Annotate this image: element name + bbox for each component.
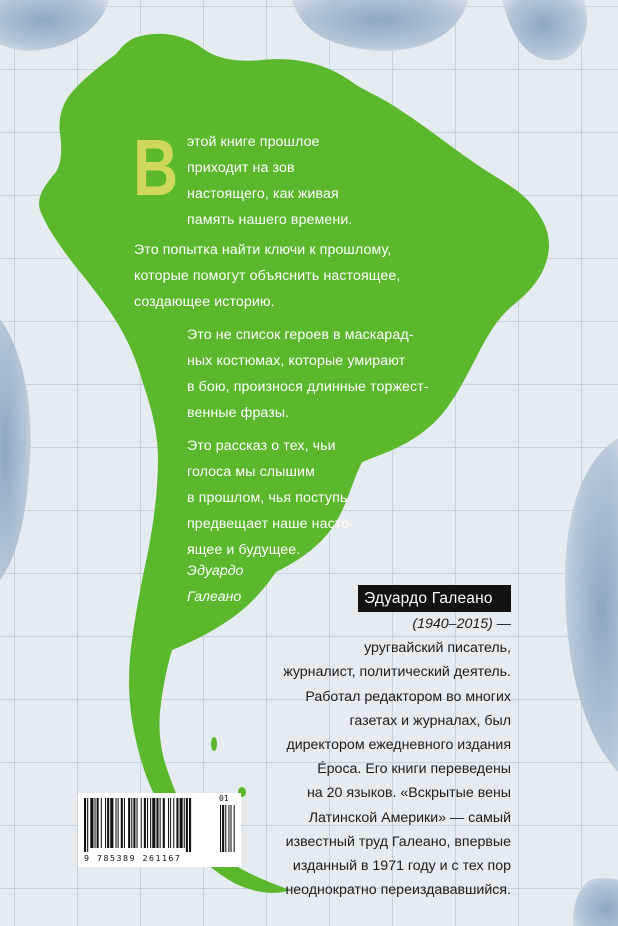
blob-shape [0,300,31,600]
barcode-bar [118,798,119,848]
barcode-bar [124,798,125,848]
paragraph-text: Это попытка найти ключи к прошлому, которые помогут объяснить настоящее, создающее историю. [134,242,401,310]
blob-shape [0,0,110,51]
barcode-bar [163,798,165,848]
barcode-bar [180,798,183,848]
paragraph-text: Это не список героев в маскарад- ных костюмах, которые умирают в бою, произнося длинные торжест- венные фразы. [187,327,429,421]
barcode-bar [176,798,178,848]
barcode-addon: 01 [219,794,229,803]
author-bio-text: уругвайский писатель, журналист, политический деятель. Работал редактором во многих газетах и журналах, был директором ежедневного издания Éроса. Его книги переведены на 20 языков. «Вскрытые вены Латинской Америки» — самый известный труд Галеано, впервые изданный в 1971 году и с тех пор неоднократно переиздававшийся. [283,640,511,899]
barcode-bar [121,798,123,848]
barcode-bar [156,798,158,848]
barcode-bar [173,798,174,848]
barcode-addon-bar [220,805,221,852]
barcode-bar [186,798,188,852]
barcode-bar [133,798,135,848]
barcode-bar [90,798,93,848]
author-signature: Эдуардо Галеано [187,563,244,605]
barcode-bar [150,798,151,848]
blob-shape [573,878,618,926]
barcode-bar [116,798,117,848]
barcode-bar [101,798,102,848]
barcode-bar [97,798,99,848]
intro-paragraph [187,129,352,233]
barcode-bar [107,798,109,848]
barcode-bar [152,798,155,848]
paragraph-1 [134,237,400,315]
author-name: Эдуардо Галеано [364,590,493,607]
barcode-bar [95,798,96,848]
barcode-bar [84,798,86,852]
island-shape [211,737,217,751]
author-years: (1940–2015) [412,616,493,632]
blob-shape [290,0,470,51]
barcode-addon-bar [231,805,232,852]
barcode-bar [137,798,138,848]
intro-text: этой книге прошлое приходит на зов настоящего, как живая память нашего времени. [187,134,353,228]
barcode-bar [144,798,146,848]
author-years-line [231,612,511,636]
barcode-addon-bar [234,805,235,852]
author-bio [231,612,511,902]
barcode-bar [87,798,88,852]
barcode-bar [170,798,171,848]
barcode-bar [131,798,132,848]
barcode-bar [105,798,106,848]
barcode-bar [168,798,169,848]
barcode-bar [189,798,191,852]
isbn-barcode [78,793,241,867]
blob-shape [565,430,618,790]
paragraph-3 [187,433,354,563]
barcode-addon-bar [228,805,229,852]
barcode-bar [160,798,161,848]
blob-shape [500,0,587,60]
barcode-bar [141,798,142,848]
barcode-bar [110,798,113,848]
drop-cap-letter: В [133,123,179,212]
isbn-number: 9 785389 261167 [84,853,182,863]
barcode-bar [128,798,130,848]
barcode-addon-bar [225,805,226,852]
years-dash: — [492,616,511,632]
paragraph-2 [187,322,429,426]
barcode-bar [184,798,185,848]
barcode-bar [147,798,148,848]
barcode-addon-bar [222,805,224,852]
paragraph-text: Это рассказ о тех, чьи голоса мы слышим в прошлом, чья поступь предвещает наше насто- ящее и будущее. [187,438,355,558]
